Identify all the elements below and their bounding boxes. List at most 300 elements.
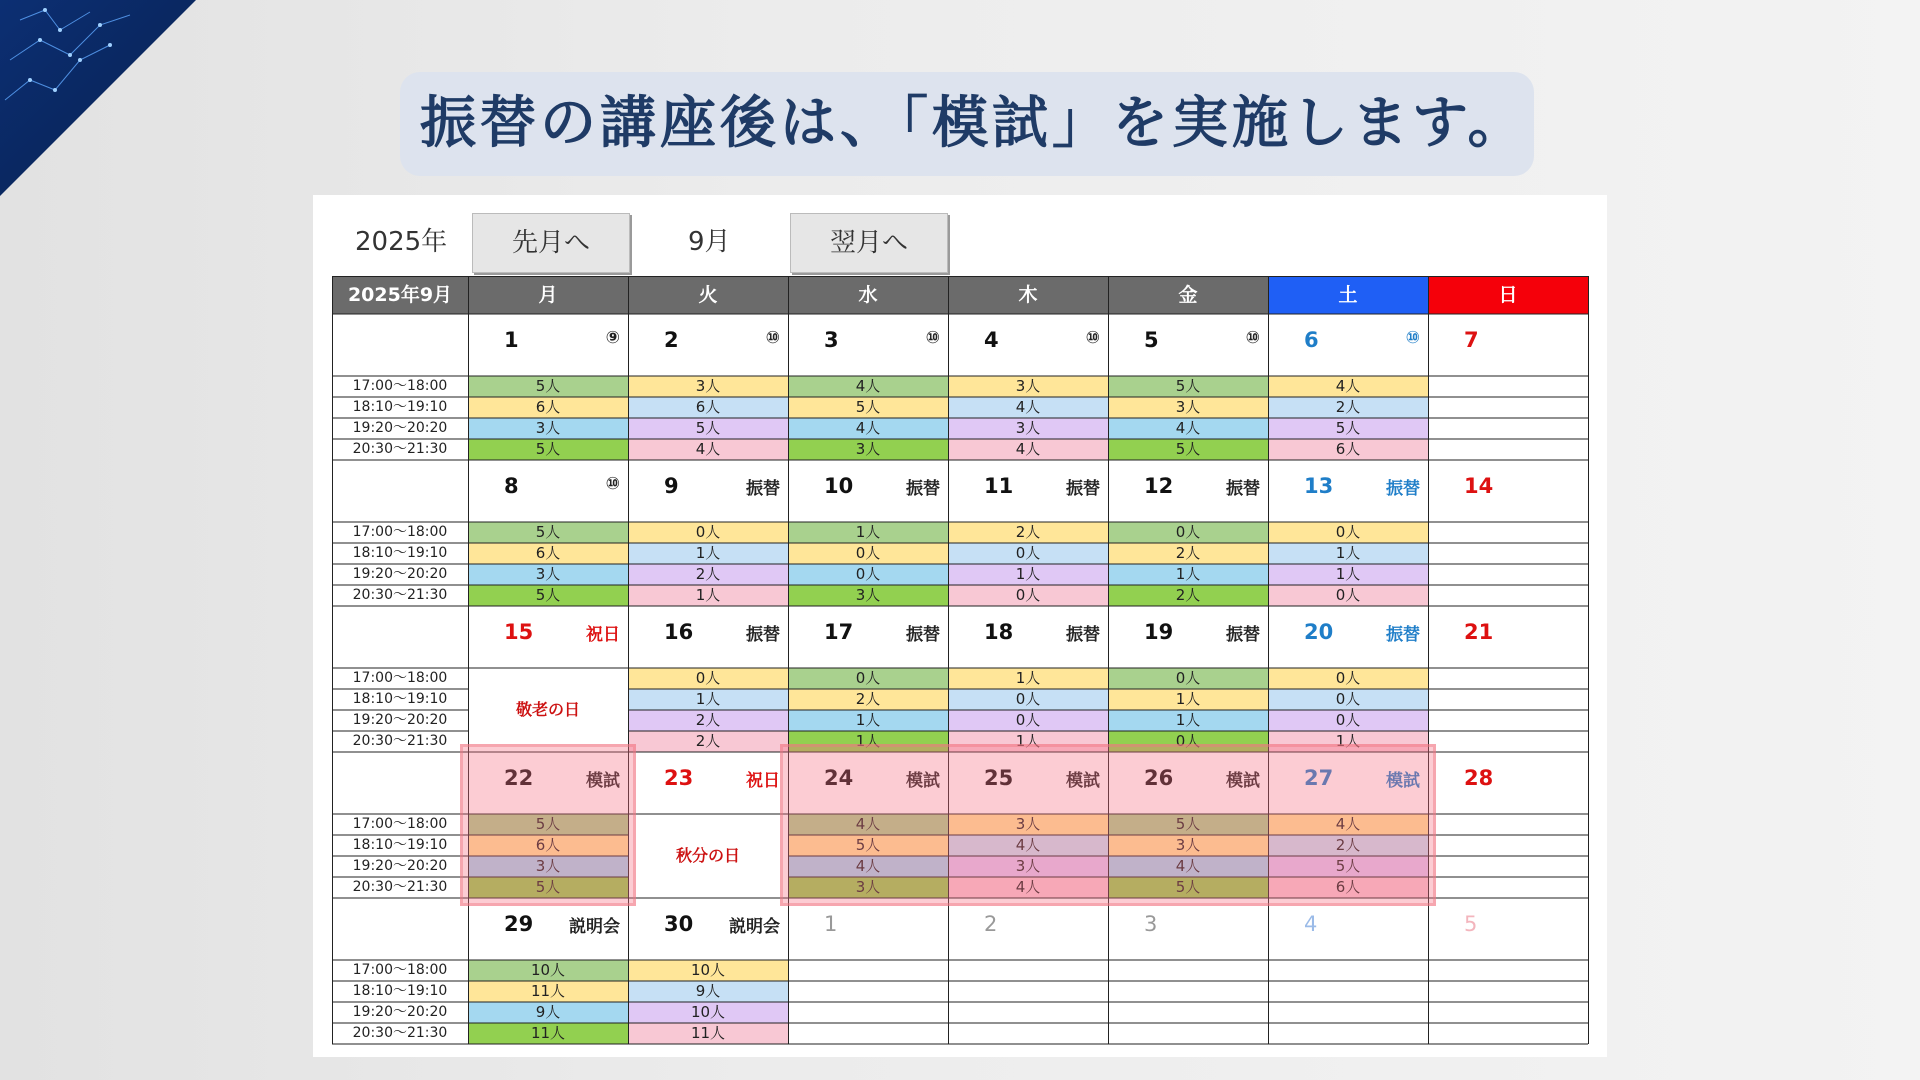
- slot-count: [1268, 981, 1428, 1002]
- day-cell[interactable]: [1268, 460, 1428, 522]
- slot-count: [948, 543, 1108, 564]
- time-slot-text: 17:00～18:00: [352, 378, 448, 394]
- slot-count: [1108, 439, 1268, 460]
- day-cell[interactable]: [1108, 898, 1268, 960]
- day-cell[interactable]: [1108, 752, 1268, 814]
- slot-count: [1428, 564, 1588, 585]
- slot-count: [628, 981, 788, 1002]
- day-number: 5: [1144, 328, 1159, 352]
- slot-count: [628, 731, 788, 752]
- time-slot-text: 17:00～18:00: [352, 962, 448, 978]
- slot-count: [1428, 960, 1588, 981]
- slot-count: [628, 585, 788, 606]
- slot-count: [628, 522, 788, 543]
- weekday-label: 土: [1338, 284, 1358, 306]
- slot-count: [948, 710, 1108, 731]
- slot-count: [468, 981, 628, 1002]
- slot-count: [948, 835, 1108, 856]
- week-label-cell: [332, 460, 468, 522]
- slot-count: [468, 543, 628, 564]
- slot-count: [1268, 522, 1428, 543]
- slot-count: [1428, 543, 1588, 564]
- table-title: 2025年9月: [347, 284, 453, 306]
- slot-count: [788, 418, 948, 439]
- slot-count-text: 6人: [1335, 440, 1361, 458]
- slot-count-text: 0人: [1335, 669, 1361, 687]
- day-number: 19: [1144, 620, 1174, 644]
- weekday-header: [1428, 276, 1588, 314]
- time-slot-text: 19:20～20:20: [352, 858, 448, 874]
- slot-count-text: 2人: [695, 711, 721, 729]
- slot-count-text: 5人: [535, 586, 561, 604]
- slot-count-text: 0人: [695, 523, 721, 541]
- day-cell[interactable]: [1428, 314, 1588, 376]
- slot-count-text: 4人: [1175, 419, 1201, 437]
- slot-count: [468, 1002, 628, 1023]
- day-cell[interactable]: [628, 898, 788, 960]
- slot-count-text: 0人: [1335, 586, 1361, 604]
- slide-title: 振替の講座後は、「模試」を実施します。: [420, 91, 1528, 156]
- slot-count: [948, 564, 1108, 585]
- slot-count: [948, 522, 1108, 543]
- slot-count-text: 5人: [855, 398, 881, 416]
- weekday-label: 火: [698, 284, 718, 306]
- day-cell[interactable]: [628, 460, 788, 522]
- slot-count-text: 3人: [1015, 377, 1041, 395]
- slot-count-text: 10人: [690, 1003, 726, 1021]
- slot-count-text: 3人: [1175, 398, 1201, 416]
- slot-count: [1428, 585, 1588, 606]
- slot-count: [788, 877, 948, 898]
- slot-count: [788, 1002, 948, 1023]
- slot-count-text: 10人: [690, 961, 726, 979]
- slot-count-text: 6人: [695, 398, 721, 416]
- day-cell[interactable]: [788, 898, 948, 960]
- slot-count-text: 3人: [1015, 419, 1041, 437]
- weekday-header: [628, 276, 788, 314]
- slot-count-text: 1人: [1015, 732, 1041, 750]
- day-number: 1: [504, 328, 519, 352]
- time-slot-text: 19:20～20:20: [352, 566, 448, 582]
- slot-count-text: 3人: [535, 565, 561, 583]
- slot-count-text: 10人: [530, 961, 566, 979]
- slot-count: [1108, 522, 1268, 543]
- weekday-label: 水: [858, 284, 878, 306]
- prev-month-button[interactable]: 先月へ: [472, 213, 630, 273]
- slot-count-text: 5人: [855, 836, 881, 854]
- slot-count-text: 0人: [855, 544, 881, 562]
- day-number: 15: [504, 620, 534, 644]
- slot-count: [468, 856, 628, 877]
- slot-count: [1108, 564, 1268, 585]
- slot-count-text: 1人: [855, 732, 881, 750]
- slot-count: [1108, 814, 1268, 835]
- time-slot-text: 19:20～20:20: [352, 1004, 448, 1020]
- slot-count: [1428, 397, 1588, 418]
- weekday-label: 月: [538, 284, 558, 306]
- time-slot-label: [332, 981, 468, 1002]
- day-cell[interactable]: [1108, 314, 1268, 376]
- slot-count-text: 0人: [1015, 711, 1041, 729]
- slot-count: [788, 981, 948, 1002]
- slot-count-text: 1人: [1015, 669, 1041, 687]
- day-cell[interactable]: [948, 898, 1108, 960]
- slot-count: [1428, 689, 1588, 710]
- day-tag: 模試: [906, 771, 940, 791]
- slot-count: [1428, 731, 1588, 752]
- slot-count-text: 1人: [695, 586, 721, 604]
- slot-count-text: 3人: [855, 440, 881, 458]
- weekday-header: [948, 276, 1108, 314]
- slot-count-text: 4人: [695, 440, 721, 458]
- slot-count: [628, 376, 788, 397]
- slot-count: [1108, 1023, 1268, 1044]
- day-tag: ⑩: [1085, 328, 1100, 348]
- day-tag: 祝日: [746, 771, 780, 791]
- day-cell[interactable]: [948, 606, 1108, 668]
- week-label-cell: [332, 752, 468, 814]
- day-tag: 振替: [1066, 625, 1100, 645]
- day-tag: 説明会: [729, 917, 780, 937]
- time-slot-text: 18:10～19:10: [352, 545, 448, 561]
- slot-count: [788, 689, 948, 710]
- day-cell[interactable]: [468, 898, 628, 960]
- slot-count-text: 5人: [1175, 878, 1201, 896]
- slot-count: [1428, 418, 1588, 439]
- slot-count: [948, 877, 1108, 898]
- day-number: 14: [1464, 474, 1494, 498]
- day-cell[interactable]: [1268, 314, 1428, 376]
- slot-count-text: 5人: [535, 815, 561, 833]
- slot-count: [468, 397, 628, 418]
- slot-count: [1428, 376, 1588, 397]
- day-cell[interactable]: [628, 314, 788, 376]
- time-slot-label: [332, 1023, 468, 1044]
- slot-count-text: 6人: [535, 398, 561, 416]
- slot-count: [468, 585, 628, 606]
- slot-count: [948, 960, 1108, 981]
- time-slot-text: 20:30～21:30: [352, 1025, 448, 1041]
- day-number: 7: [1464, 328, 1479, 352]
- slot-count-text: 0人: [855, 565, 881, 583]
- time-slot-label: [332, 543, 468, 564]
- slot-count: [948, 668, 1108, 689]
- day-cell[interactable]: [788, 314, 948, 376]
- calendar-table: [332, 276, 1588, 1040]
- slot-count-text: 0人: [1335, 711, 1361, 729]
- slot-count-text: 0人: [1175, 732, 1201, 750]
- slot-count-text: 3人: [1015, 857, 1041, 875]
- day-tag: 振替: [1386, 479, 1420, 499]
- slot-count-text: 1人: [1175, 565, 1201, 583]
- day-number: 2: [984, 912, 998, 936]
- slot-count-text: 5人: [1175, 815, 1201, 833]
- day-cell[interactable]: [788, 606, 948, 668]
- slot-count: [1108, 710, 1268, 731]
- time-slot-label: [332, 835, 468, 856]
- time-slot-text: 17:00～18:00: [352, 670, 448, 686]
- month-label: 9月: [688, 227, 731, 257]
- day-number: 17: [824, 620, 854, 644]
- weekday-header: [788, 276, 948, 314]
- slot-count: [468, 814, 628, 835]
- day-tag: ⑨: [605, 328, 620, 348]
- day-number: 30: [664, 912, 694, 936]
- slot-count-text: 1人: [855, 523, 881, 541]
- day-number: 22: [504, 766, 534, 790]
- slot-count-text: 4人: [1015, 878, 1041, 896]
- slot-count: [1428, 835, 1588, 856]
- slot-count: [628, 668, 788, 689]
- day-number: 4: [1304, 912, 1318, 936]
- slot-count: [1268, 543, 1428, 564]
- slot-count-text: 2人: [1335, 836, 1361, 854]
- slot-count-text: 11人: [690, 1024, 726, 1042]
- day-number: 4: [984, 328, 999, 352]
- slot-count: [948, 856, 1108, 877]
- day-cell[interactable]: [1428, 898, 1588, 960]
- time-slot-label: [332, 814, 468, 835]
- slot-count-text: 0人: [1335, 690, 1361, 708]
- slot-count: [1268, 960, 1428, 981]
- slot-count: [948, 418, 1108, 439]
- slot-count: [1268, 877, 1428, 898]
- slot-count-text: 4人: [1335, 815, 1361, 833]
- slot-count-text: 9人: [695, 982, 721, 1000]
- slot-count: [788, 376, 948, 397]
- holiday-cell: [628, 814, 788, 898]
- slot-count: [1108, 543, 1268, 564]
- slot-count: [1268, 668, 1428, 689]
- slot-count: [948, 731, 1108, 752]
- slot-count: [1108, 689, 1268, 710]
- slot-count-text: 1人: [695, 544, 721, 562]
- slot-count-text: 11人: [530, 982, 566, 1000]
- slot-count: [1268, 439, 1428, 460]
- day-cell[interactable]: [1268, 898, 1428, 960]
- slot-count: [468, 835, 628, 856]
- slot-count-text: 2人: [1175, 544, 1201, 562]
- slot-count: [468, 877, 628, 898]
- day-tag: 振替: [746, 625, 780, 645]
- slot-count-text: 6人: [535, 836, 561, 854]
- slot-count-text: 2人: [695, 565, 721, 583]
- day-cell[interactable]: [468, 314, 628, 376]
- day-cell[interactable]: [1428, 460, 1588, 522]
- slot-count: [468, 439, 628, 460]
- year-label: 2025年: [355, 227, 448, 257]
- slot-count-text: 0人: [1015, 586, 1041, 604]
- slot-count: [1268, 418, 1428, 439]
- day-number: 23: [664, 766, 694, 790]
- day-tag: 振替: [1226, 479, 1260, 499]
- slot-count-text: 5人: [1175, 377, 1201, 395]
- day-number: 10: [824, 474, 854, 498]
- day-tag: ⑩: [925, 328, 940, 348]
- slot-count: [788, 668, 948, 689]
- slot-count: [1268, 710, 1428, 731]
- time-slot-text: 19:20～20:20: [352, 712, 448, 728]
- weekday-label: 金: [1178, 284, 1198, 306]
- day-cell[interactable]: [948, 752, 1108, 814]
- day-tag: ⑩: [605, 474, 620, 494]
- slot-count: [948, 439, 1108, 460]
- slot-count: [1268, 376, 1428, 397]
- slot-count-text: 4人: [1335, 377, 1361, 395]
- slot-count: [1268, 1002, 1428, 1023]
- slot-count-text: 4人: [855, 419, 881, 437]
- slot-count-text: 4人: [855, 377, 881, 395]
- slot-count: [788, 439, 948, 460]
- slot-count: [788, 1023, 948, 1044]
- slot-count-text: 5人: [1335, 419, 1361, 437]
- day-number: 3: [1144, 912, 1158, 936]
- holiday-name: 敬老の日: [515, 700, 580, 719]
- day-cell[interactable]: [468, 606, 628, 668]
- slot-count: [1428, 1023, 1588, 1044]
- day-cell[interactable]: [1428, 606, 1588, 668]
- slot-count-text: 5人: [535, 377, 561, 395]
- weekday-label: 日: [1498, 284, 1518, 306]
- slot-count: [1108, 960, 1268, 981]
- slot-count-text: 1人: [1335, 565, 1361, 583]
- day-number: 9: [664, 474, 679, 498]
- slot-count-text: 0人: [855, 669, 881, 687]
- slot-count-text: 1人: [1335, 544, 1361, 562]
- day-tag: 振替: [906, 625, 940, 645]
- decorative-corner-graphic: [0, 0, 200, 200]
- time-slot-text: 20:30～21:30: [352, 733, 448, 749]
- slot-count-text: 2人: [1015, 523, 1041, 541]
- day-tag: ⑩: [1245, 328, 1260, 348]
- day-cell[interactable]: [1268, 752, 1428, 814]
- slot-count: [948, 397, 1108, 418]
- holiday-name: 秋分の日: [675, 846, 740, 865]
- time-slot-label: [332, 397, 468, 418]
- day-tag: 振替: [1386, 625, 1420, 645]
- slot-count-text: 0人: [695, 669, 721, 687]
- slot-count: [1268, 856, 1428, 877]
- weekday-header: [1268, 276, 1428, 314]
- slot-count-text: 5人: [535, 523, 561, 541]
- slot-count-text: 11人: [530, 1024, 566, 1042]
- slot-count-text: 3人: [855, 586, 881, 604]
- day-cell[interactable]: [1108, 460, 1268, 522]
- day-cell[interactable]: [1108, 606, 1268, 668]
- day-cell[interactable]: [1428, 752, 1588, 814]
- slot-count-text: 6人: [1335, 878, 1361, 896]
- day-cell[interactable]: [468, 752, 628, 814]
- time-slot-label: [332, 564, 468, 585]
- time-slot-label: [332, 439, 468, 460]
- slot-count: [468, 522, 628, 543]
- slot-count-text: 0人: [1335, 523, 1361, 541]
- week-label-cell: [332, 606, 468, 668]
- slot-count: [1108, 856, 1268, 877]
- time-slot-label: [332, 877, 468, 898]
- slot-count: [1268, 814, 1428, 835]
- slot-count: [1108, 731, 1268, 752]
- slot-count: [1108, 397, 1268, 418]
- day-number: 28: [1464, 766, 1494, 790]
- day-cell[interactable]: [628, 606, 788, 668]
- day-number: 18: [984, 620, 1014, 644]
- time-slot-text: 18:10～19:10: [352, 837, 448, 853]
- time-slot-text: 19:20～20:20: [352, 420, 448, 436]
- day-tag: 説明会: [569, 917, 620, 937]
- slot-count: [1108, 585, 1268, 606]
- time-slot-text: 20:30～21:30: [352, 441, 448, 457]
- slot-count: [788, 710, 948, 731]
- slot-count: [1428, 877, 1588, 898]
- slot-count: [1428, 522, 1588, 543]
- slot-count: [788, 814, 948, 835]
- day-number: 29: [504, 912, 534, 936]
- day-cell[interactable]: [468, 460, 628, 522]
- slot-count-text: 2人: [1175, 586, 1201, 604]
- day-tag: 祝日: [586, 625, 620, 645]
- slot-count-text: 3人: [695, 377, 721, 395]
- slot-count: [1268, 585, 1428, 606]
- slot-count-text: 4人: [855, 815, 881, 833]
- day-number: 2: [664, 328, 679, 352]
- slot-count: [1428, 814, 1588, 835]
- slot-count: [628, 689, 788, 710]
- day-cell[interactable]: [1268, 606, 1428, 668]
- day-number: 11: [984, 474, 1014, 498]
- slot-count-text: 2人: [695, 732, 721, 750]
- slot-count: [1268, 689, 1428, 710]
- day-tag: 振替: [906, 479, 940, 499]
- slot-count: [1108, 376, 1268, 397]
- time-slot-label: [332, 522, 468, 543]
- next-month-button[interactable]: 翌月へ: [790, 213, 948, 273]
- slot-count-text: 4人: [855, 857, 881, 875]
- day-tag: ⑩: [1405, 328, 1420, 348]
- slot-count: [628, 1023, 788, 1044]
- day-cell[interactable]: [788, 752, 948, 814]
- slot-count-text: 5人: [1335, 857, 1361, 875]
- slot-count: [468, 1023, 628, 1044]
- day-cell[interactable]: [788, 460, 948, 522]
- slot-count-text: 1人: [855, 711, 881, 729]
- day-number: 26: [1144, 766, 1174, 790]
- day-number: 27: [1304, 766, 1334, 790]
- time-slot-text: 20:30～21:30: [352, 879, 448, 895]
- day-cell[interactable]: [948, 460, 1108, 522]
- slot-count-text: 0人: [1015, 544, 1041, 562]
- time-slot-label: [332, 731, 468, 752]
- week-label-cell: [332, 314, 468, 376]
- slot-count-text: 3人: [535, 419, 561, 437]
- holiday-cell: [468, 668, 628, 752]
- slot-count: [628, 564, 788, 585]
- slot-count: [1428, 981, 1588, 1002]
- slot-count: [1108, 1002, 1268, 1023]
- day-cell[interactable]: [948, 314, 1108, 376]
- slot-count-text: 3人: [535, 857, 561, 875]
- time-slot-label: [332, 689, 468, 710]
- slot-count: [1268, 835, 1428, 856]
- slot-count: [1268, 1023, 1428, 1044]
- day-tag: 振替: [746, 479, 780, 499]
- slot-count: [468, 564, 628, 585]
- slot-count-text: 3人: [1015, 815, 1041, 833]
- slot-count: [788, 731, 948, 752]
- slot-count: [1268, 397, 1428, 418]
- day-cell[interactable]: [628, 752, 788, 814]
- day-number: 1: [824, 912, 838, 936]
